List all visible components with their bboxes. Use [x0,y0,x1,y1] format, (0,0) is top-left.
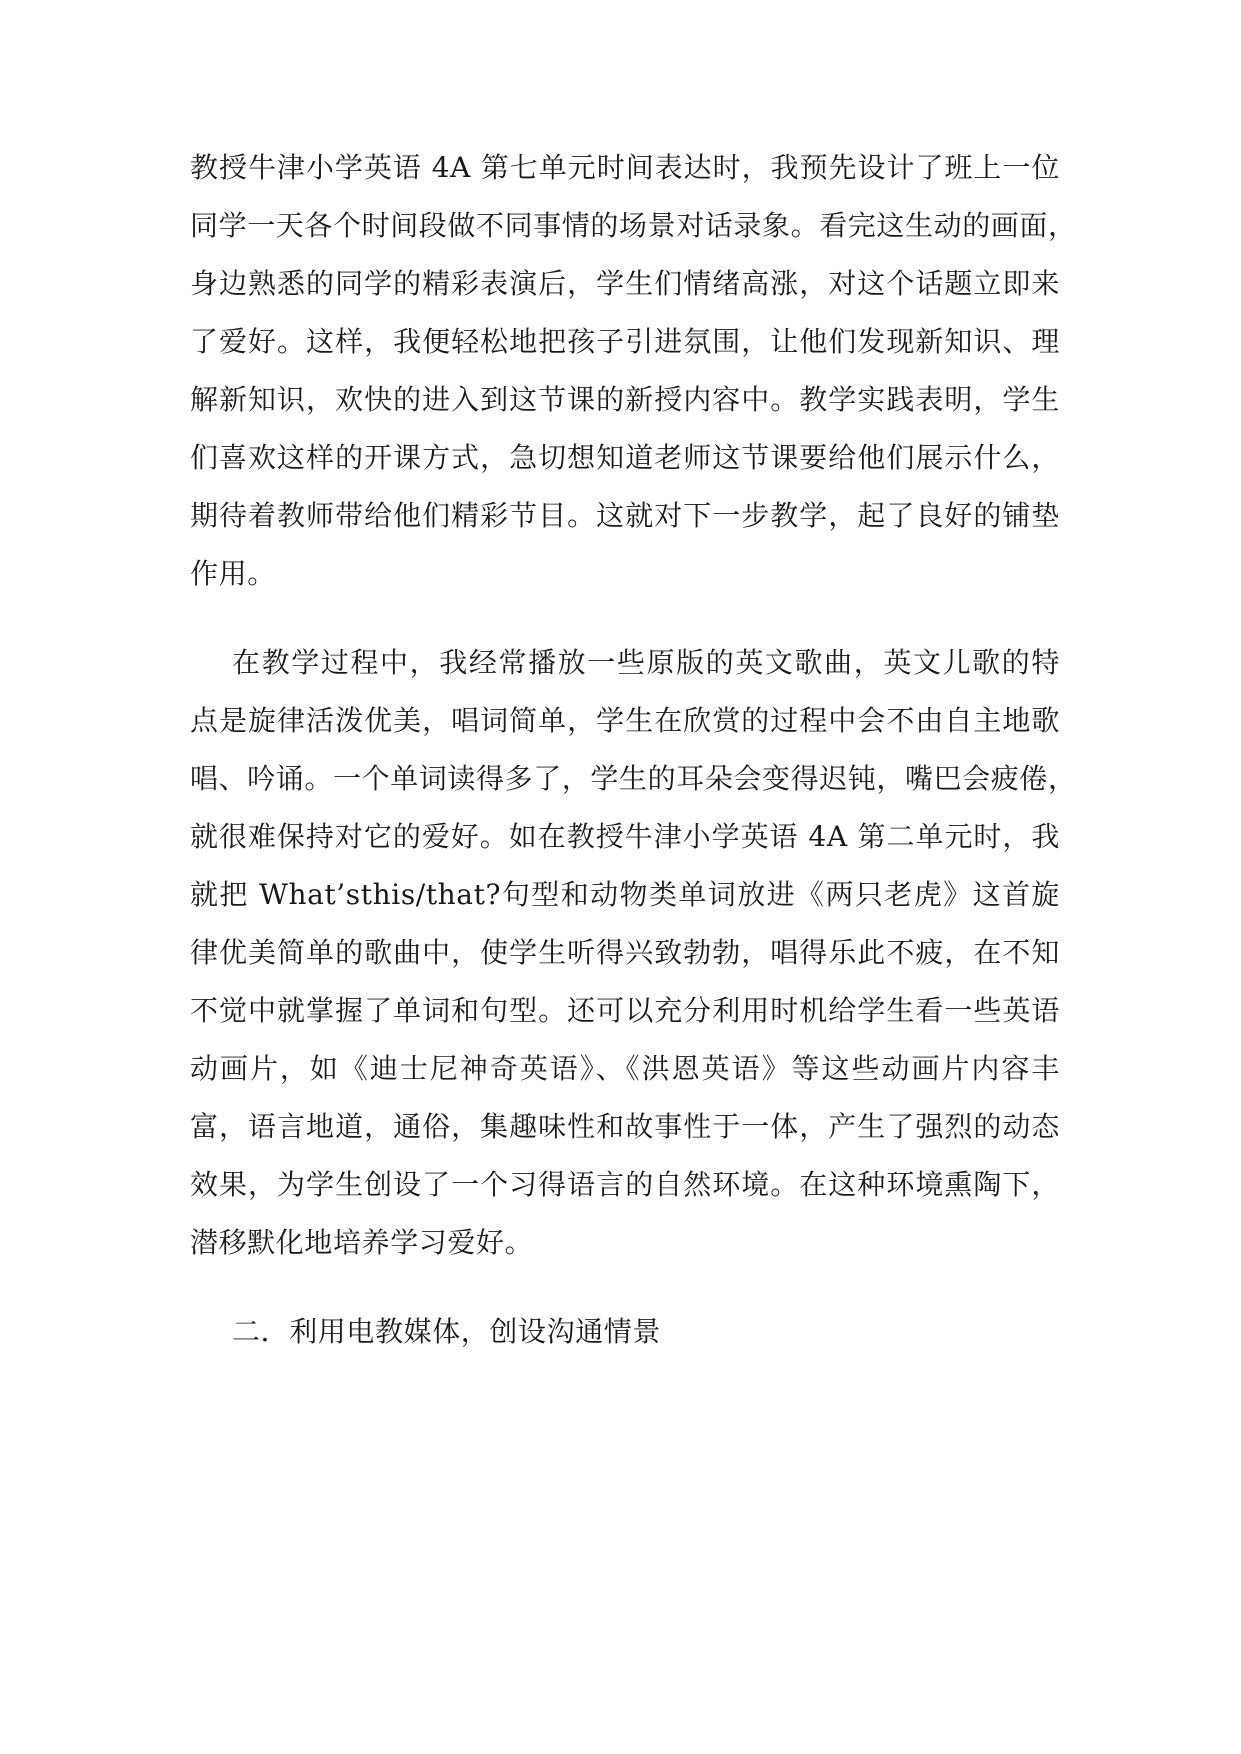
paragraph-2-line-11: 潜移默化地培养学习爱好。 [190,1226,534,1259]
paragraph-2-line-6: 律优美简单的歌曲中，使学生听得兴致勃勃，唱得乐此不疲，在不知 [190,936,1060,969]
paragraph-2-line-1: 在教学过程中，我经常播放一些原版的英文歌曲，英文儿歌的特 [232,646,1060,679]
paragraph-1-line-4: 了爱好。这样，我便轻松地把孩子引进氛围，让他们发现新知识、理 [190,325,1060,358]
paragraph-2-line-5: 就把 What’sthis/that?句型和动物类单词放进《两只老虎》这首旋 [190,878,1060,911]
paragraph-2-line-4: 就很难保持对它的爱好。如在教授牛津小学英语 4A 第二单元时，我 [190,820,1060,853]
section-heading: 二．利用电教媒体，创设沟通情景 [232,1315,662,1348]
paragraph-2-line-3: 唱、吟诵。一个单词读得多了，学生的耳朵会变得迟钝，嘴巴会疲倦， [190,762,1077,795]
paragraph-2-line-8: 动画片，如《迪士尼神奇英语》、《洪恩英语》等这些动画片内容丰 [190,1052,1060,1085]
paragraph-1-line-3: 身边熟悉的同学的精彩表演后，学生们情绪高涨，对这个话题立即来 [190,267,1060,300]
paragraph-2-line-7: 不觉中就掌握了单词和句型。还可以充分利用时机给学生看一些英语 [190,994,1060,1027]
paragraph-2-line-10: 效果，为学生创设了一个习得语言的自然环境。在这种环境熏陶下， [190,1168,1060,1201]
paragraph-2-line-9: 富，语言地道，通俗，集趣味性和故事性于一体，产生了强烈的动态 [190,1110,1060,1143]
paragraph-1-line-1: 教授牛津小学英语 4A 第七单元时间表达时，我预先设计了班上一位 [190,151,1060,184]
paragraph-1-line-6: 们喜欢这样的开课方式，急切想知道老师这节课要给他们展示什么， [190,441,1060,474]
paragraph-1-line-2: 同学一天各个时间段做不同事情的场景对话录象。看完这生动的画面， [190,209,1077,242]
paragraph-1-line-5: 解新知识，欢快的进入到这节课的新授内容中。教学实践表明，学生 [190,383,1060,416]
paragraph-1-line-8: 作用。 [190,557,276,590]
paragraph-2-line-2: 点是旋律活泼优美，唱词简单，学生在欣赏的过程中会不由自主地歌 [190,704,1060,737]
paragraph-1-line-7: 期待着教师带给他们精彩节目。这就对下一步教学，起了良好的铺垫 [190,499,1060,532]
